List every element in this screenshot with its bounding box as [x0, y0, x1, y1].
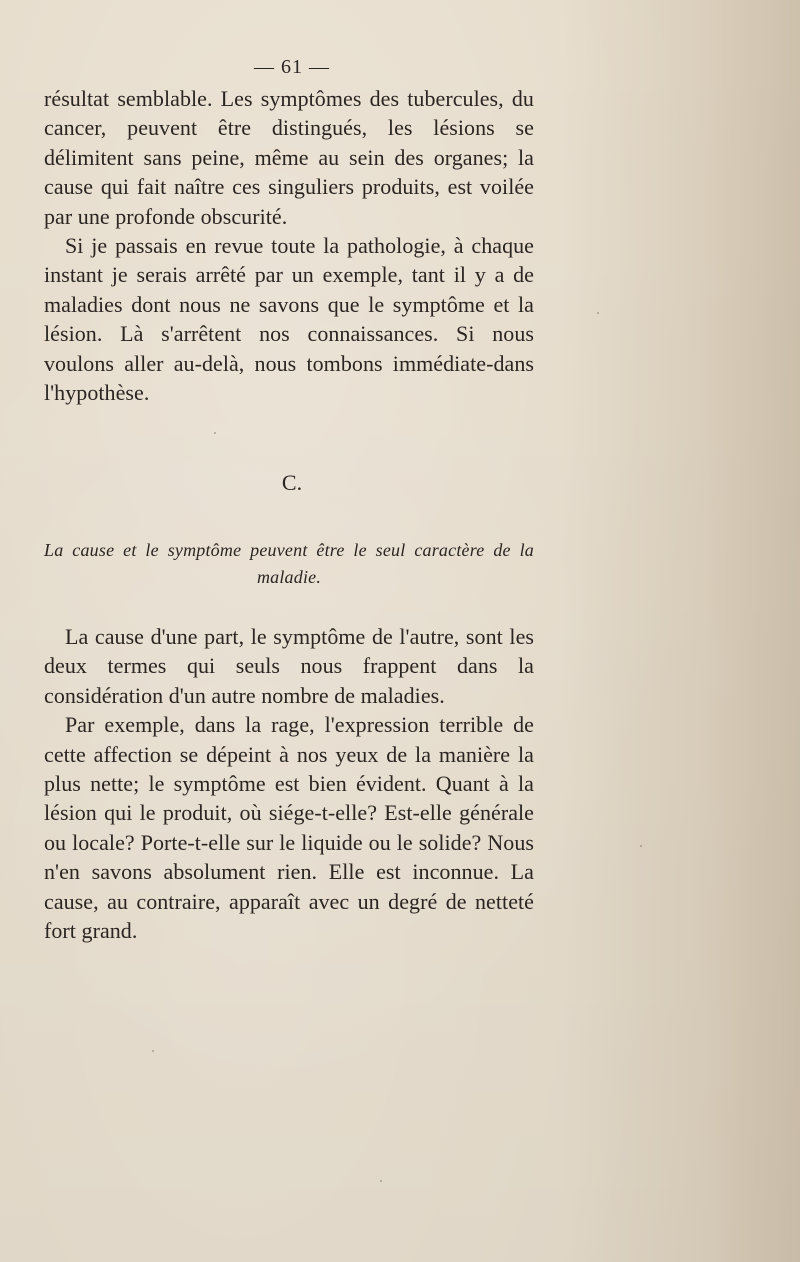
paragraph: La cause d'une part, le symptôme de l'autre, sont les deux termes qui seuls nous frappent dans la considération d'un autre nombre de maladies. — [44, 624, 534, 708]
section-heading-letter: C. — [281, 470, 303, 495]
paragraph: Par exemple, dans la rage, l'expression terrible de cette affection se dépeint à nos yeux de la manière la plus nette; le symptôme est bien évident. Quant à la lésion qui le produit, où siége-t-elle? Est-elle générale ou locale? Porte-t-elle sur le liquide ou le solide? Nous n'en savons absolument rien. Elle est inconnue. La cause, au contraire, apparaît avec un degré de netteté fort grand. — [44, 712, 534, 944]
page-number: — 61 — — [254, 56, 330, 78]
paper-speck — [152, 1050, 154, 1052]
paper-speck — [640, 845, 642, 847]
paragraph: Si je passais en revue toute la pathologie, à chaque instant je serais arrêté par un exemple, tant il y a de maladies dont nous ne savons que le symptôme et la lésion. Là s'arrêtent nos connaissances. Si nous voulons aller au-delà, nous tombons immédiate-dans l'hypothèse. — [44, 233, 534, 406]
paper-speck — [214, 432, 216, 434]
paper-speck — [380, 1180, 382, 1182]
section-title: La cause et le symptôme peuvent être le seul caractère de la maladie. — [44, 540, 534, 587]
paper-speck — [597, 312, 599, 314]
paragraph: résultat semblable. Les symptômes des tubercules, du cancer, peuvent être distingués, les lésions se délimitent sans peine, même au sein des organes; la cause qui fait naître ces singuliers produits, est voilée par une profonde obscurité. — [44, 86, 534, 229]
text-block-top — [44, 84, 534, 407]
text-block-bottom — [44, 622, 534, 945]
